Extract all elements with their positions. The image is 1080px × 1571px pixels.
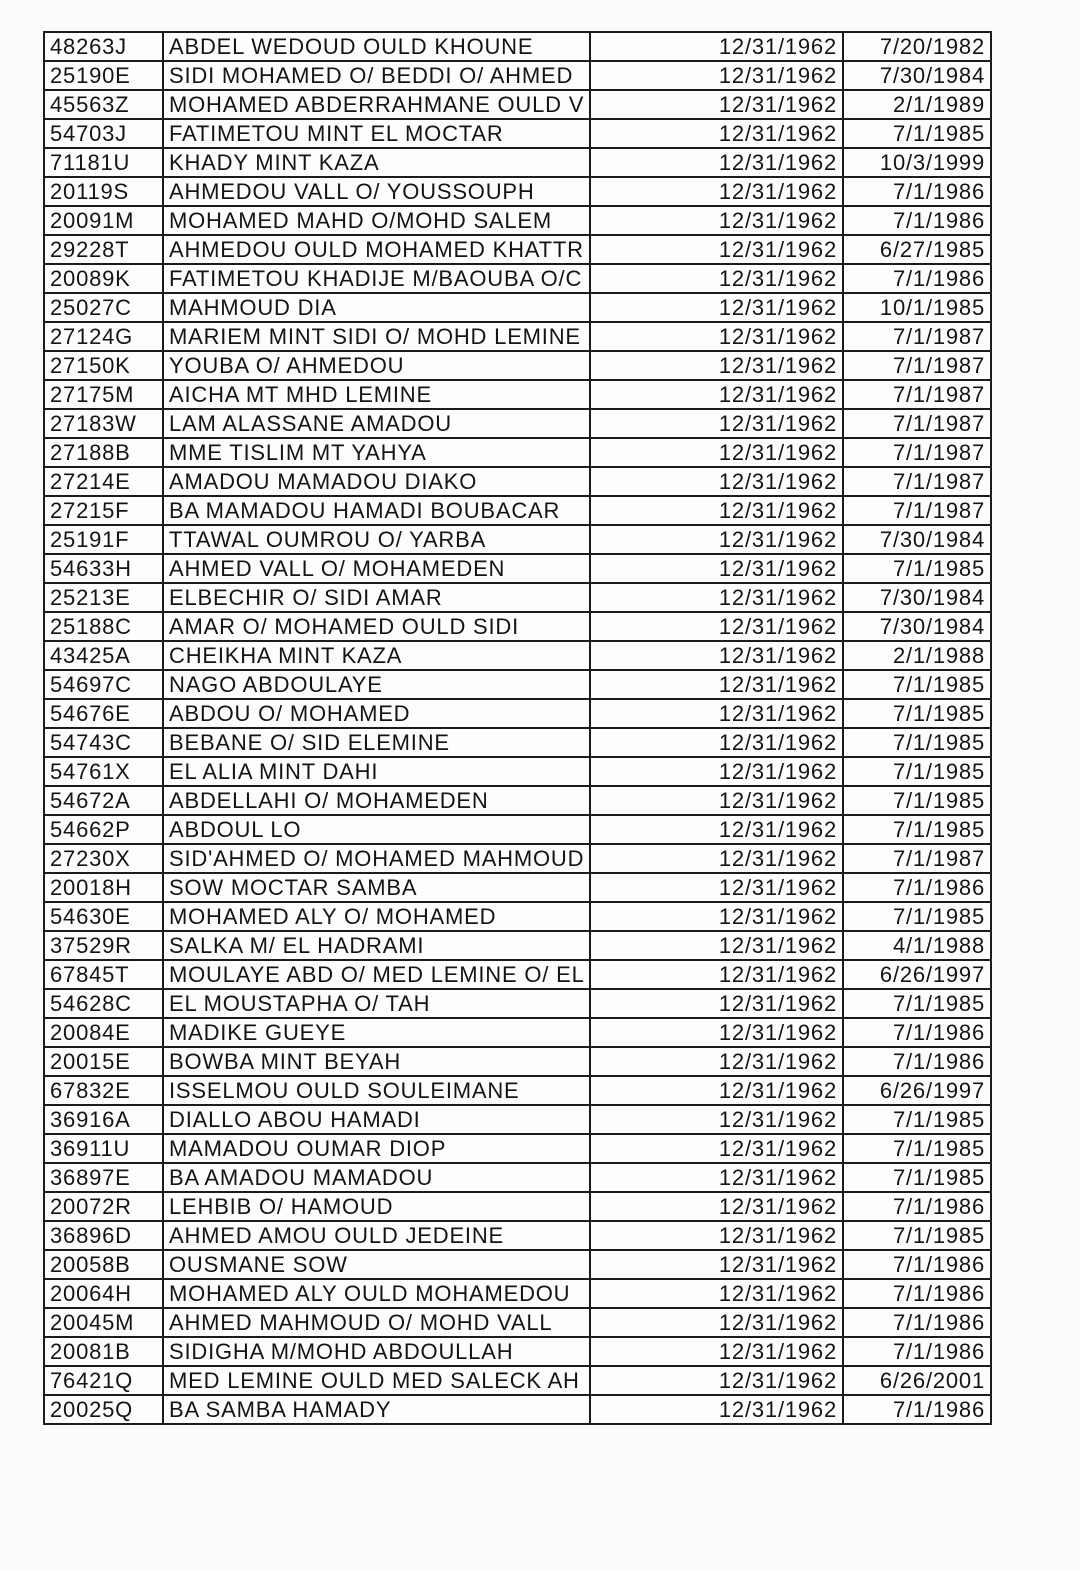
id-cell: 36916A	[44, 1105, 163, 1134]
date1-cell: 12/31/1962	[590, 467, 843, 496]
name-cell: BA SAMBA HAMADY	[163, 1395, 590, 1424]
name-cell: EL ALIA MINT DAHI	[163, 757, 590, 786]
date1-cell: 12/31/1962	[590, 380, 843, 409]
id-cell: 20119S	[44, 177, 163, 206]
date2-cell: 7/20/1982	[843, 32, 991, 61]
name-cell: ABDELLAHI O/ MOHAMEDEN	[163, 786, 590, 815]
date1-cell: 12/31/1962	[590, 351, 843, 380]
date1-cell: 12/31/1962	[590, 1221, 843, 1250]
table-row	[44, 873, 991, 902]
date2-cell: 7/1/1986	[843, 1395, 991, 1424]
id-cell: 20064H	[44, 1279, 163, 1308]
date1-cell: 12/31/1962	[590, 1047, 843, 1076]
table-row	[44, 960, 991, 989]
name-cell: ABDOUL LO	[163, 815, 590, 844]
date1-cell: 12/31/1962	[590, 293, 843, 322]
date2-cell: 7/1/1987	[843, 844, 991, 873]
table-row	[44, 264, 991, 293]
table-row	[44, 1221, 991, 1250]
date2-cell: 7/1/1987	[843, 409, 991, 438]
table-row	[44, 90, 991, 119]
id-cell: 36911U	[44, 1134, 163, 1163]
table-row	[44, 815, 991, 844]
table-row	[44, 61, 991, 90]
table-row	[44, 1134, 991, 1163]
records-table-body	[44, 32, 991, 1424]
table-row	[44, 1192, 991, 1221]
date1-cell: 12/31/1962	[590, 206, 843, 235]
date1-cell: 12/31/1962	[590, 960, 843, 989]
table-row	[44, 1366, 991, 1395]
date1-cell: 12/31/1962	[590, 641, 843, 670]
date1-cell: 12/31/1962	[590, 1018, 843, 1047]
table-row	[44, 380, 991, 409]
date1-cell: 12/31/1962	[590, 1192, 843, 1221]
name-cell: BEBANE O/ SID ELEMINE	[163, 728, 590, 757]
date2-cell: 7/1/1985	[843, 815, 991, 844]
id-cell: 54633H	[44, 554, 163, 583]
date2-cell: 7/1/1986	[843, 1337, 991, 1366]
id-cell: 29228T	[44, 235, 163, 264]
table-row	[44, 641, 991, 670]
date1-cell: 12/31/1962	[590, 1105, 843, 1134]
date2-cell: 7/1/1987	[843, 322, 991, 351]
name-cell: FATIMETOU MINT EL MOCTAR	[163, 119, 590, 148]
name-cell: KHADY MINT KAZA	[163, 148, 590, 177]
table-row	[44, 757, 991, 786]
table-row	[44, 1337, 991, 1366]
date2-cell: 6/26/2001	[843, 1366, 991, 1395]
date1-cell: 12/31/1962	[590, 612, 843, 641]
name-cell: AMAR O/ MOHAMED OULD SIDI	[163, 612, 590, 641]
date2-cell: 7/1/1985	[843, 989, 991, 1018]
name-cell: MOHAMED ABDERRAHMANE OULD V	[163, 90, 590, 119]
date1-cell: 12/31/1962	[590, 1366, 843, 1395]
id-cell: 54628C	[44, 989, 163, 1018]
date1-cell: 12/31/1962	[590, 496, 843, 525]
date2-cell: 7/1/1986	[843, 1047, 991, 1076]
date1-cell: 12/31/1962	[590, 90, 843, 119]
table-row	[44, 1047, 991, 1076]
table-row	[44, 1105, 991, 1134]
date2-cell: 7/1/1986	[843, 177, 991, 206]
date1-cell: 12/31/1962	[590, 525, 843, 554]
table-row	[44, 902, 991, 931]
name-cell: BOWBA MINT BEYAH	[163, 1047, 590, 1076]
date2-cell: 7/1/1986	[843, 873, 991, 902]
date2-cell: 7/30/1984	[843, 612, 991, 641]
table-row	[44, 119, 991, 148]
date2-cell: 7/1/1985	[843, 786, 991, 815]
date2-cell: 10/1/1985	[843, 293, 991, 322]
table-row	[44, 467, 991, 496]
name-cell: MOHAMED ALY O/ MOHAMED	[163, 902, 590, 931]
id-cell: 54672A	[44, 786, 163, 815]
table-row	[44, 1308, 991, 1337]
date2-cell: 7/1/1986	[843, 264, 991, 293]
date1-cell: 12/31/1962	[590, 1337, 843, 1366]
table-row	[44, 409, 991, 438]
date1-cell: 12/31/1962	[590, 583, 843, 612]
table-row	[44, 525, 991, 554]
date2-cell: 7/1/1987	[843, 496, 991, 525]
date2-cell: 7/1/1985	[843, 670, 991, 699]
date1-cell: 12/31/1962	[590, 757, 843, 786]
id-cell: 36897E	[44, 1163, 163, 1192]
table-row	[44, 351, 991, 380]
id-cell: 43425A	[44, 641, 163, 670]
date1-cell: 12/31/1962	[590, 438, 843, 467]
name-cell: MED LEMINE OULD MED SALECK AH	[163, 1366, 590, 1395]
date2-cell: 7/1/1985	[843, 1134, 991, 1163]
table-row	[44, 786, 991, 815]
name-cell: SIDI MOHAMED O/ BEDDI O/ AHMED	[163, 61, 590, 90]
date2-cell: 7/1/1985	[843, 1105, 991, 1134]
date2-cell: 7/1/1987	[843, 467, 991, 496]
name-cell: AHMED AMOU OULD JEDEINE	[163, 1221, 590, 1250]
date1-cell: 12/31/1962	[590, 1250, 843, 1279]
name-cell: MARIEM MINT SIDI O/ MOHD LEMINE	[163, 322, 590, 351]
id-cell: 54697C	[44, 670, 163, 699]
date2-cell: 2/1/1988	[843, 641, 991, 670]
id-cell: 54676E	[44, 699, 163, 728]
table-row	[44, 438, 991, 467]
date1-cell: 12/31/1962	[590, 119, 843, 148]
date1-cell: 12/31/1962	[590, 1076, 843, 1105]
name-cell: ABDEL WEDOUD OULD KHOUNE	[163, 32, 590, 61]
date2-cell: 7/1/1985	[843, 1163, 991, 1192]
name-cell: OUSMANE SOW	[163, 1250, 590, 1279]
id-cell: 20081B	[44, 1337, 163, 1366]
date1-cell: 12/31/1962	[590, 264, 843, 293]
date2-cell: 7/1/1986	[843, 1192, 991, 1221]
name-cell: SIDIGHA M/MOHD ABDOULLAH	[163, 1337, 590, 1366]
date2-cell: 7/1/1986	[843, 1279, 991, 1308]
name-cell: MAHMOUD DIA	[163, 293, 590, 322]
table-row	[44, 293, 991, 322]
date2-cell: 7/1/1985	[843, 728, 991, 757]
table-row	[44, 496, 991, 525]
id-cell: 48263J	[44, 32, 163, 61]
date2-cell: 7/30/1984	[843, 61, 991, 90]
id-cell: 54743C	[44, 728, 163, 757]
table-row	[44, 1250, 991, 1279]
date1-cell: 12/31/1962	[590, 931, 843, 960]
date1-cell: 12/31/1962	[590, 873, 843, 902]
date2-cell: 4/1/1988	[843, 931, 991, 960]
table-row	[44, 148, 991, 177]
date1-cell: 12/31/1962	[590, 1163, 843, 1192]
name-cell: BA MAMADOU HAMADI BOUBACAR	[163, 496, 590, 525]
id-cell: 67832E	[44, 1076, 163, 1105]
id-cell: 54761X	[44, 757, 163, 786]
date1-cell: 12/31/1962	[590, 32, 843, 61]
date2-cell: 7/30/1984	[843, 525, 991, 554]
id-cell: 27124G	[44, 322, 163, 351]
id-cell: 20091M	[44, 206, 163, 235]
date2-cell: 7/1/1986	[843, 1018, 991, 1047]
date2-cell: 7/1/1987	[843, 438, 991, 467]
id-cell: 54630E	[44, 902, 163, 931]
id-cell: 20084E	[44, 1018, 163, 1047]
date1-cell: 12/31/1962	[590, 1308, 843, 1337]
date1-cell: 12/31/1962	[590, 1395, 843, 1424]
id-cell: 27175M	[44, 380, 163, 409]
date1-cell: 12/31/1962	[590, 177, 843, 206]
date2-cell: 7/1/1987	[843, 351, 991, 380]
date1-cell: 12/31/1962	[590, 815, 843, 844]
id-cell: 27188B	[44, 438, 163, 467]
date2-cell: 7/1/1985	[843, 119, 991, 148]
id-cell: 20045M	[44, 1308, 163, 1337]
name-cell: ABDOU O/ MOHAMED	[163, 699, 590, 728]
name-cell: MOULAYE ABD O/ MED LEMINE O/ EL	[163, 960, 590, 989]
name-cell: AHMEDOU VALL O/ YOUSSOUPH	[163, 177, 590, 206]
id-cell: 20072R	[44, 1192, 163, 1221]
records-table	[43, 31, 992, 1425]
name-cell: YOUBA O/ AHMEDOU	[163, 351, 590, 380]
date1-cell: 12/31/1962	[590, 1134, 843, 1163]
id-cell: 54703J	[44, 119, 163, 148]
id-cell: 27150K	[44, 351, 163, 380]
date2-cell: 7/1/1985	[843, 902, 991, 931]
name-cell: ELBECHIR O/ SIDI AMAR	[163, 583, 590, 612]
table-row	[44, 322, 991, 351]
table-row	[44, 989, 991, 1018]
date2-cell: 7/1/1985	[843, 699, 991, 728]
table-row	[44, 931, 991, 960]
id-cell: 25191F	[44, 525, 163, 554]
name-cell: AHMED VALL O/ MOHAMEDEN	[163, 554, 590, 583]
id-cell: 37529R	[44, 931, 163, 960]
table-row	[44, 1395, 991, 1424]
date2-cell: 7/1/1985	[843, 1221, 991, 1250]
date2-cell: 7/1/1986	[843, 1308, 991, 1337]
date1-cell: 12/31/1962	[590, 1279, 843, 1308]
name-cell: CHEIKHA MINT KAZA	[163, 641, 590, 670]
table-row	[44, 32, 991, 61]
date2-cell: 7/30/1984	[843, 583, 991, 612]
name-cell: MADIKE GUEYE	[163, 1018, 590, 1047]
table-row	[44, 844, 991, 873]
name-cell: MAMADOU OUMAR DIOP	[163, 1134, 590, 1163]
date1-cell: 12/31/1962	[590, 554, 843, 583]
id-cell: 27215F	[44, 496, 163, 525]
date2-cell: 10/3/1999	[843, 148, 991, 177]
table-row	[44, 554, 991, 583]
date1-cell: 12/31/1962	[590, 786, 843, 815]
date1-cell: 12/31/1962	[590, 989, 843, 1018]
table-row	[44, 1076, 991, 1105]
date1-cell: 12/31/1962	[590, 670, 843, 699]
name-cell: ISSELMOU OULD SOULEIMANE	[163, 1076, 590, 1105]
id-cell: 27230X	[44, 844, 163, 873]
date1-cell: 12/31/1962	[590, 409, 843, 438]
name-cell: MOHAMED MAHD O/MOHD SALEM	[163, 206, 590, 235]
name-cell: TTAWAL OUMROU O/ YARBA	[163, 525, 590, 554]
date2-cell: 6/26/1997	[843, 960, 991, 989]
date2-cell: 6/26/1997	[843, 1076, 991, 1105]
name-cell: AICHA MT MHD LEMINE	[163, 380, 590, 409]
table-row	[44, 1163, 991, 1192]
date1-cell: 12/31/1962	[590, 322, 843, 351]
date2-cell: 6/27/1985	[843, 235, 991, 264]
date1-cell: 12/31/1962	[590, 61, 843, 90]
id-cell: 54662P	[44, 815, 163, 844]
date2-cell: 2/1/1989	[843, 90, 991, 119]
date2-cell: 7/1/1986	[843, 206, 991, 235]
date1-cell: 12/31/1962	[590, 699, 843, 728]
table-row	[44, 583, 991, 612]
date2-cell: 7/1/1986	[843, 1250, 991, 1279]
id-cell: 25190E	[44, 61, 163, 90]
id-cell: 27214E	[44, 467, 163, 496]
table-row	[44, 1279, 991, 1308]
name-cell: LAM ALASSANE AMADOU	[163, 409, 590, 438]
table-row	[44, 1018, 991, 1047]
name-cell: AHMEDOU OULD MOHAMED KHATTR	[163, 235, 590, 264]
name-cell: EL MOUSTAPHA O/ TAH	[163, 989, 590, 1018]
id-cell: 25188C	[44, 612, 163, 641]
name-cell: LEHBIB O/ HAMOUD	[163, 1192, 590, 1221]
id-cell: 25027C	[44, 293, 163, 322]
name-cell: MME TISLIM MT YAHYA	[163, 438, 590, 467]
table-row	[44, 235, 991, 264]
date1-cell: 12/31/1962	[590, 235, 843, 264]
table-row	[44, 612, 991, 641]
table-row	[44, 728, 991, 757]
name-cell: SALKA M/ EL HADRAMI	[163, 931, 590, 960]
id-cell: 76421Q	[44, 1366, 163, 1395]
name-cell: MOHAMED ALY OULD MOHAMEDOU	[163, 1279, 590, 1308]
date2-cell: 7/1/1985	[843, 554, 991, 583]
name-cell: BA AMADOU MAMADOU	[163, 1163, 590, 1192]
id-cell: 20089K	[44, 264, 163, 293]
table-row	[44, 177, 991, 206]
date1-cell: 12/31/1962	[590, 728, 843, 757]
date2-cell: 7/1/1987	[843, 380, 991, 409]
date1-cell: 12/31/1962	[590, 148, 843, 177]
date1-cell: 12/31/1962	[590, 844, 843, 873]
id-cell: 25213E	[44, 583, 163, 612]
name-cell: AMADOU MAMADOU DIAKO	[163, 467, 590, 496]
name-cell: SOW MOCTAR SAMBA	[163, 873, 590, 902]
id-cell: 45563Z	[44, 90, 163, 119]
name-cell: SID'AHMED O/ MOHAMED MAHMOUD	[163, 844, 590, 873]
id-cell: 71181U	[44, 148, 163, 177]
name-cell: NAGO ABDOULAYE	[163, 670, 590, 699]
name-cell: DIALLO ABOU HAMADI	[163, 1105, 590, 1134]
name-cell: AHMED MAHMOUD O/ MOHD VALL	[163, 1308, 590, 1337]
id-cell: 67845T	[44, 960, 163, 989]
id-cell: 20018H	[44, 873, 163, 902]
id-cell: 20025Q	[44, 1395, 163, 1424]
table-row	[44, 699, 991, 728]
table-row	[44, 670, 991, 699]
name-cell: FATIMETOU KHADIJE M/BAOUBA O/C	[163, 264, 590, 293]
id-cell: 36896D	[44, 1221, 163, 1250]
id-cell: 20058B	[44, 1250, 163, 1279]
table-row	[44, 206, 991, 235]
id-cell: 27183W	[44, 409, 163, 438]
date1-cell: 12/31/1962	[590, 902, 843, 931]
id-cell: 20015E	[44, 1047, 163, 1076]
date2-cell: 7/1/1985	[843, 757, 991, 786]
